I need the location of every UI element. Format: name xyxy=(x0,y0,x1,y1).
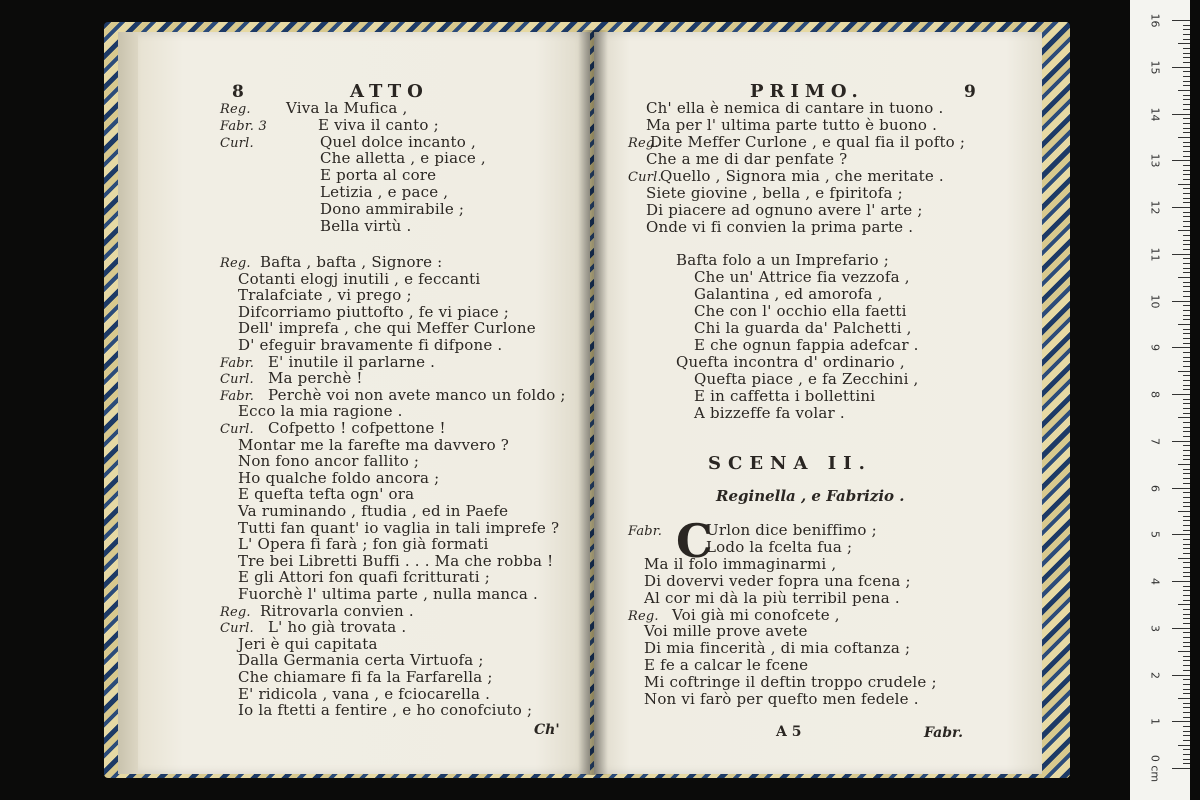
ruler-tick xyxy=(1183,399,1190,400)
text-line: E' ridicola , vana , e fciocarella . xyxy=(238,684,491,703)
ruler-tick xyxy=(1183,632,1190,633)
speaker-label: Reg. xyxy=(220,256,251,271)
ruler-tick xyxy=(1183,198,1190,199)
page-number-right: 9 xyxy=(964,82,976,102)
ruler-tick xyxy=(1183,600,1190,601)
text-line: Va ruminando , ftudia , ed in Paefe xyxy=(238,502,509,520)
ruler-tick xyxy=(1178,558,1190,559)
ruler-number: 8 xyxy=(1148,391,1162,398)
ruler-tick xyxy=(1183,595,1190,596)
ruler-tick xyxy=(1172,301,1190,302)
text-line: Tutti fan quant' io vaglia in tali imprefe ? xyxy=(238,518,560,537)
ruler-tick xyxy=(1183,193,1190,194)
ruler-tick xyxy=(1183,156,1190,157)
text-line: L' ho già trovata . xyxy=(268,618,407,637)
ruler-tick xyxy=(1183,726,1190,727)
ruler-tick xyxy=(1183,455,1190,456)
ruler-tick xyxy=(1172,394,1190,395)
ruler-tick xyxy=(1183,146,1190,147)
ruler-tick xyxy=(1172,628,1190,629)
ruler-tick xyxy=(1183,539,1190,540)
ruler-tick xyxy=(1172,347,1190,348)
speaker-label: Reg. xyxy=(628,608,659,624)
ruler-tick xyxy=(1178,745,1190,746)
ruler-tick xyxy=(1178,230,1190,231)
ruler-tick xyxy=(1172,721,1190,722)
ruler-tick xyxy=(1183,142,1190,143)
ruler-tick xyxy=(1172,67,1190,68)
ruler-tick xyxy=(1183,240,1190,241)
ruler-tick xyxy=(1183,763,1190,764)
text-line: Ritrovarla convien . xyxy=(260,601,414,620)
ruler-tick xyxy=(1183,445,1190,446)
ruler-tick xyxy=(1183,413,1190,414)
ruler-tick xyxy=(1183,29,1190,30)
speaker-label: Fabr. xyxy=(220,355,255,371)
text-line: Ch' ella è nemica di cantare in tuono . xyxy=(646,99,944,117)
text-line: Lodo la fcelta fua ; xyxy=(706,537,853,556)
ruler-number: 15 xyxy=(1148,60,1162,75)
ruler-tick xyxy=(1178,417,1190,418)
text-line: Ma il folo immaginarmi , xyxy=(644,554,837,573)
ruler-tick xyxy=(1183,366,1190,367)
text-line: Quefta piace , e fa Zecchini , xyxy=(694,370,919,388)
text-line: Di mia fincerità , di mia coftanza ; xyxy=(644,639,911,658)
ruler-tick xyxy=(1183,174,1190,175)
ruler-tick xyxy=(1178,43,1190,44)
ruler-tick xyxy=(1183,25,1190,26)
ruler-tick xyxy=(1183,352,1190,353)
scene-title: SCENA II. xyxy=(708,453,872,474)
text-line: Che con l' occhio ella faetti xyxy=(694,302,907,320)
ruler-tick xyxy=(1172,160,1190,161)
text-line: Bafta , bafta , Signore : xyxy=(260,253,443,271)
ruler-tick xyxy=(1183,427,1190,428)
ruler-tick xyxy=(1183,179,1190,180)
ruler-tick xyxy=(1183,520,1190,521)
ruler-tick xyxy=(1183,244,1190,245)
speaker-label: Reg. xyxy=(220,102,251,117)
text-line: Mi coftringe il deftin troppo crudele ; xyxy=(644,673,937,692)
ruler-tick xyxy=(1183,343,1190,344)
ruler-tick xyxy=(1183,268,1190,269)
ruler-tick xyxy=(1183,375,1190,376)
speaker-label: Reg. xyxy=(220,604,251,620)
ruler-tick xyxy=(1183,226,1190,227)
ruler-tick xyxy=(1183,665,1190,666)
ruler-tick xyxy=(1183,735,1190,736)
drop-cap: C xyxy=(676,514,713,568)
ruler-tick xyxy=(1183,623,1190,624)
ruler-tick xyxy=(1183,76,1190,77)
catchword-left: Ch' xyxy=(534,722,560,738)
text-line: Letizia , e pace , xyxy=(320,183,449,201)
ruler-tick xyxy=(1183,212,1190,213)
text-line: Non fono ancor fallito ; xyxy=(238,452,420,471)
ruler-tick xyxy=(1183,128,1190,129)
ruler-tick xyxy=(1183,329,1190,330)
ruler-tick xyxy=(1172,534,1190,535)
ruler-tick xyxy=(1183,39,1190,40)
ruler-tick xyxy=(1183,642,1190,643)
running-head-left: ATTO xyxy=(350,81,429,102)
speaker-label: Curl. xyxy=(220,372,254,388)
ruler-tick xyxy=(1183,71,1190,72)
ruler-tick xyxy=(1178,698,1190,699)
ruler-tick xyxy=(1178,137,1190,138)
ruler-number: 2 xyxy=(1148,671,1162,679)
ruler-tick xyxy=(1183,614,1190,615)
ruler-tick xyxy=(1172,20,1190,21)
ruler-tick xyxy=(1183,544,1190,545)
ruler-tick xyxy=(1183,99,1190,100)
ruler-tick xyxy=(1183,478,1190,479)
book-gutter xyxy=(578,30,608,775)
ruler-tick xyxy=(1178,371,1190,372)
ruler-tick xyxy=(1183,85,1190,86)
ruler-tick xyxy=(1183,469,1190,470)
ruler-tick xyxy=(1178,277,1190,278)
ruler-tick xyxy=(1183,408,1190,409)
ruler-tick xyxy=(1183,258,1190,259)
ruler-number: 16 xyxy=(1148,13,1162,28)
ruler-tick xyxy=(1183,296,1190,297)
ruler-number: 9 xyxy=(1148,344,1162,352)
ruler-tick xyxy=(1172,254,1190,255)
ruler-tick xyxy=(1183,291,1190,292)
ruler-tick xyxy=(1183,586,1190,587)
text-line: Tre bei Libretti Buffi . . . Ma che robba ! xyxy=(238,551,554,570)
left-page xyxy=(138,32,590,774)
text-line: Dite Meffer Curlone , e qual fia il pofto ; xyxy=(650,133,966,151)
text-line: Ecco la mia ragione . xyxy=(238,402,403,421)
speaker-label: Fabr. 3 xyxy=(220,118,267,134)
ruler-tick xyxy=(1183,749,1190,750)
text-line: A bizzeffe fa volar . xyxy=(694,404,845,422)
ruler-tick xyxy=(1183,562,1190,563)
ruler-tick xyxy=(1183,235,1190,236)
ruler-number: 10 xyxy=(1148,294,1162,308)
text-line: Quefta incontra d' ordinario , xyxy=(676,353,905,371)
text-line: Ma per l' ultima parte tutto è buono . xyxy=(646,116,938,134)
page-number-left: 8 xyxy=(232,82,244,102)
ruler-tick xyxy=(1183,693,1190,694)
ruler-tick xyxy=(1183,305,1190,306)
ruler-tick xyxy=(1183,731,1190,732)
ruler-tick xyxy=(1183,403,1190,404)
ruler-tick xyxy=(1183,272,1190,273)
ruler-tick xyxy=(1183,450,1190,451)
ruler-tick xyxy=(1183,679,1190,680)
ruler-number: 6 xyxy=(1148,484,1162,492)
ruler-tick xyxy=(1172,768,1190,769)
speaker-label: Fabr. xyxy=(628,524,663,539)
ruler-tick xyxy=(1183,576,1190,577)
text-line: E' inutile il parlarne . xyxy=(268,352,436,371)
page-edge xyxy=(118,32,140,774)
text-line: Quello , Signora mia , che meritate . xyxy=(660,167,944,185)
ruler-tick xyxy=(1183,286,1190,287)
ruler-tick xyxy=(1183,151,1190,152)
text-line: E porta al core xyxy=(320,166,437,185)
ruler-tick xyxy=(1183,759,1190,760)
catchword-right: Fabr. xyxy=(924,725,963,741)
ruler-tick xyxy=(1172,207,1190,208)
ruler-tick xyxy=(1183,497,1190,498)
ruler-tick xyxy=(1183,712,1190,713)
text-line: Fuorchè l' ultima parte , nulla manca . xyxy=(238,585,538,603)
speaker-label: Curl. xyxy=(220,621,254,637)
ruler-tick xyxy=(1172,114,1190,115)
text-line: Bella virtù . xyxy=(320,216,412,235)
ruler-number: 5 xyxy=(1148,531,1162,539)
ruler-tick xyxy=(1183,660,1190,661)
ruler-number: 3 xyxy=(1148,624,1162,632)
ruler-tick xyxy=(1183,357,1190,358)
right-page xyxy=(594,32,1042,774)
text-line: Urlon dice beniffimo ; xyxy=(706,521,877,539)
ruler-number: 14 xyxy=(1148,107,1162,121)
ruler-tick xyxy=(1183,646,1190,647)
ruler-tick xyxy=(1183,310,1190,311)
ruler-tick xyxy=(1183,703,1190,704)
ruler-number: 11 xyxy=(1148,247,1162,262)
signature-mark: A 5 xyxy=(776,724,802,740)
ruler-number: 0 cm xyxy=(1148,754,1162,783)
ruler-tick xyxy=(1183,380,1190,381)
text-line: Jeri è qui capitata xyxy=(238,634,378,653)
text-line: Voi mille prove avete xyxy=(644,622,808,641)
text-line: E viva il canto ; xyxy=(318,115,439,134)
ruler-tick xyxy=(1183,333,1190,334)
ruler-tick xyxy=(1183,553,1190,554)
ruler-tick xyxy=(1183,516,1190,517)
text-line: Al cor mi dà la più terribil pena . xyxy=(644,588,900,607)
ruler-tick xyxy=(1183,670,1190,671)
text-line: E fe a calcar le fcene xyxy=(644,656,809,675)
ruler-tick xyxy=(1183,282,1190,283)
ruler-tick xyxy=(1183,656,1190,657)
ruler-tick xyxy=(1183,567,1190,568)
ruler-tick xyxy=(1183,548,1190,549)
ruler-tick xyxy=(1183,572,1190,573)
ruler-tick xyxy=(1183,637,1190,638)
ruler-tick xyxy=(1183,689,1190,690)
text-line: Dell' imprefa , che qui Meffer Curlone xyxy=(238,319,536,338)
text-line: Dono ammirabile ; xyxy=(320,199,465,218)
ruler-tick xyxy=(1183,530,1190,531)
speaker-label: Curl. xyxy=(220,135,254,151)
ruler-tick xyxy=(1172,581,1190,582)
ruler-tick xyxy=(1183,717,1190,718)
ruler-tick xyxy=(1183,431,1190,432)
ruler-tick xyxy=(1172,675,1190,676)
ruler-tick xyxy=(1183,118,1190,119)
ruler-tick xyxy=(1183,315,1190,316)
ruler-tick xyxy=(1183,123,1190,124)
ruler-tick xyxy=(1172,441,1190,442)
ruler-tick xyxy=(1183,263,1190,264)
ruler-tick xyxy=(1178,651,1190,652)
text-line: Tralafciate , vi prego ; xyxy=(238,286,412,305)
ruler-tick xyxy=(1183,109,1190,110)
text-line: Di piacere ad ognuno avere l' arte ; xyxy=(646,201,923,219)
text-line: L' Opera fi farà ; fon già formati xyxy=(238,535,489,554)
ruler-tick xyxy=(1183,104,1190,105)
ruler-tick xyxy=(1183,525,1190,526)
ruler-tick xyxy=(1183,502,1190,503)
ruler-tick xyxy=(1183,618,1190,619)
text-line: Che chiamare fi fa la Farfarella ; xyxy=(238,668,493,686)
ruler-tick xyxy=(1183,57,1190,58)
ruler-tick xyxy=(1183,132,1190,133)
ruler-tick xyxy=(1183,492,1190,493)
ruler-tick xyxy=(1183,740,1190,741)
ruler-number: 1 xyxy=(1148,718,1162,726)
text-line: Che alletta , e piace , xyxy=(320,149,486,168)
speaker-label: Reg. xyxy=(628,136,659,151)
text-line: E in caffetta i bollettini xyxy=(694,387,876,405)
text-line: E che ognun fappia adefcar . xyxy=(694,336,919,354)
ruler-tick xyxy=(1183,188,1190,189)
ruler-number: 12 xyxy=(1148,200,1162,215)
ruler-tick xyxy=(1183,506,1190,507)
ruler-tick xyxy=(1183,34,1190,35)
text-line: Cofpetto ! cofpettone ! xyxy=(268,419,446,437)
text-line: Onde vi fi convien la prima parte . xyxy=(646,218,914,236)
ruler-tick xyxy=(1183,483,1190,484)
ruler-tick xyxy=(1183,202,1190,203)
text-line: Bafta folo a un Imprefario ; xyxy=(676,251,889,269)
ruler-tick xyxy=(1183,81,1190,82)
measurement-ruler xyxy=(1130,0,1190,800)
ruler-tick xyxy=(1183,590,1190,591)
text-line: Cotanti elogj inutili , e feccanti xyxy=(238,269,481,288)
ruler-tick xyxy=(1183,422,1190,423)
ruler-number: 7 xyxy=(1148,437,1162,445)
ruler-tick xyxy=(1183,249,1190,250)
ruler-tick xyxy=(1183,473,1190,474)
scene-characters: Reginella , e Fabrizio . xyxy=(716,487,905,505)
text-line: Che a me di dar penfate ? xyxy=(646,150,848,168)
text-line: Dalla Germania certa Virtuofa ; xyxy=(238,651,484,670)
ruler-tick xyxy=(1178,324,1190,325)
ruler-tick xyxy=(1183,170,1190,171)
ruler-tick xyxy=(1183,48,1190,49)
text-line: Voi già mi conofcete , xyxy=(672,605,840,624)
ruler-tick xyxy=(1183,338,1190,339)
text-line: D' efeguir bravamente fi difpone . xyxy=(238,336,503,354)
speaker-label: Fabr. xyxy=(220,388,255,404)
speaker-label: Curl. xyxy=(628,170,662,185)
ruler-tick xyxy=(1183,221,1190,222)
text-line: Io la ftetti a fentire , e ho conofciuto ; xyxy=(238,701,533,720)
ruler-tick xyxy=(1183,62,1190,63)
ruler-number: 4 xyxy=(1148,578,1162,585)
ruler-tick xyxy=(1172,488,1190,489)
speaker-label: Curl. xyxy=(220,422,254,437)
ruler-number: 13 xyxy=(1148,153,1162,168)
ruler-tick xyxy=(1178,90,1190,91)
ruler-tick xyxy=(1183,609,1190,610)
ruler-tick xyxy=(1183,53,1190,54)
ruler-tick xyxy=(1183,319,1190,320)
text-line: Non vi farò per quefto men fedele . xyxy=(644,690,919,708)
ruler-tick xyxy=(1183,385,1190,386)
running-head-right: PRIMO. xyxy=(750,81,864,102)
text-line: Chi la guarda da' Palchetti , xyxy=(694,319,912,337)
ruler-tick xyxy=(1183,707,1190,708)
text-line: E gli Attori fon quafi fcritturati ; xyxy=(238,568,491,587)
ruler-tick xyxy=(1178,184,1190,185)
text-line: Che un' Attrice fia vezzofa , xyxy=(694,268,910,286)
text-line: Siete giovine , bella , e fpiritofa ; xyxy=(646,184,903,202)
text-line: Quel dolce incanto , xyxy=(320,132,476,151)
text-line: Ho qualche foldo ancora ; xyxy=(238,468,440,487)
ruler-tick xyxy=(1183,165,1190,166)
ruler-tick xyxy=(1183,684,1190,685)
text-line: Perchè voi non avete manco un foldo ; xyxy=(268,385,566,404)
ruler-tick xyxy=(1183,389,1190,390)
ruler-tick xyxy=(1178,511,1190,512)
ruler-tick xyxy=(1178,604,1190,605)
text-line: Difcorriamo piuttofto , fe vi piace ; xyxy=(238,302,510,321)
ruler-tick xyxy=(1183,436,1190,437)
ruler-tick xyxy=(1183,754,1190,755)
text-line: Di dovervi veder fopra una fcena ; xyxy=(644,571,911,590)
text-line: Viva la Mufica , xyxy=(286,99,408,117)
ruler-tick xyxy=(1183,361,1190,362)
text-line: E quefta tefta ogn' ora xyxy=(238,485,415,504)
ruler-tick xyxy=(1183,95,1190,96)
ruler-tick xyxy=(1178,464,1190,465)
ruler-tick xyxy=(1183,459,1190,460)
ruler-tick xyxy=(1183,216,1190,217)
text-line: Montar me la farefte ma davvero ? xyxy=(238,435,510,454)
text-line: Ma perchè ! xyxy=(268,369,363,388)
text-line: Galantina , ed amorofa , xyxy=(694,285,883,303)
